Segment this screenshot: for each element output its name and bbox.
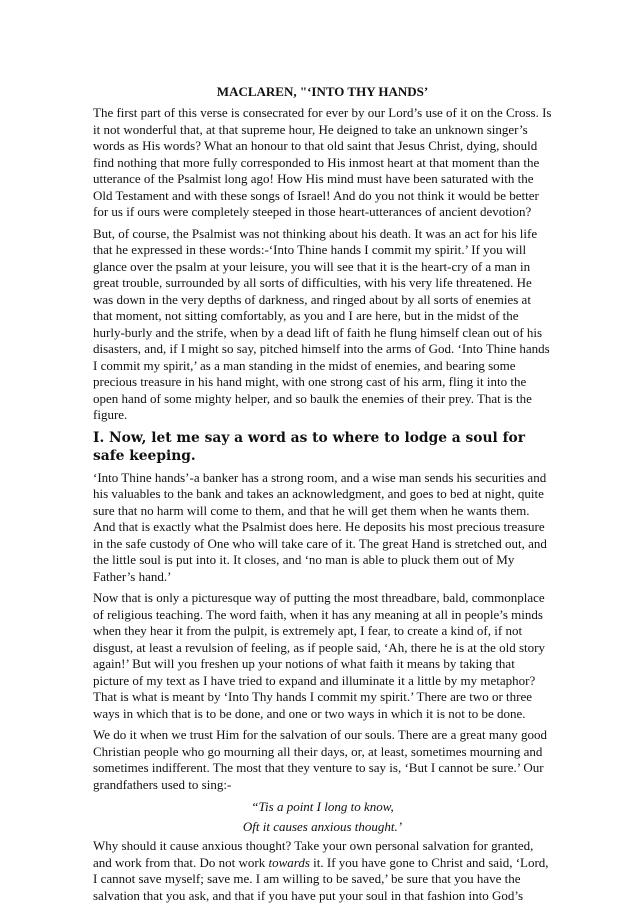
paragraph-intro: The first part of this verse is consecrated for ever by our Lord’s use of it on the Cross. Is it not wonderful that, at that supreme hour, He deigned to take an unknown singer’s words as His words? What an honour to that old saint that Jesus Christ, dying, should find nothing that more fully corresponded to His inmost heart at that moment than the utterance of the Psalmist long ago! How His mind must have been saturated with the Old Testament and with these songs of Israel! And do you not think it would be better for us if ours were completely steeped in those heart-utterances of ancient devotion? xyxy=(93,105,552,219)
verse-line-2: Oft it causes anxious thought.’ xyxy=(242,819,403,834)
final-text-before: Why should it cause anxious thought? Take your own personal salvation for granted, and work from that. Do not work xyxy=(93,838,534,870)
paragraph-faith: Now that is only a picturesque way of putting the most threadbare, bald, commonplace of religious teaching. The word faith, when it has any meaning at all in people’s minds when they hear it from the pulpit, is extremely apt, I fear, to create a kind of, if not disgust, at least a revulsion of feeling, as if people said, ‘Ah, there he is at the old story again!’ But will you freshen up your notions of what faith it means by taking that picture of my text as I have tried to expand and illuminate it a little by my metaphor? That is what is meant by ‘Into Thy hands I commit my spirit.’ There are two or three ways in which that is to be done, and one or two ways in which it is not to be done. xyxy=(93,590,545,721)
paragraph-final xyxy=(93,838,552,904)
paragraph-salvation: We do it when we trust Him for the salvation of our souls. There are a great many good Christian people who go mourning all their days, or, at least, sometimes mourning and sometimes indifferent. The most that they venture to say is, ‘But I cannot be sure.’ Our grandfathers used to sing:- xyxy=(93,727,547,792)
final-text-after: it. If you have gone to Christ and said, ‘Lord, I cannot save myself; save me. I am willing to be saved,’ be sure that you have the salvation that you ask, and that if you have put your soul in that fashion into God’s xyxy=(93,854,549,903)
paragraph-psalmist: But, of course, the Psalmist was not thinking about his death. It was an act for his life that he expressed in these words:-‘Into Thine hands I commit my spirit.’ If you will glance over the psalm at your leisure, you will see that it is the heart-cry of a man in great trouble, surrounded by all sorts of difficulties, with his very life threatened. He was down in the very depths of darkness, and ringed about by all sorts of enemies at that moment, not sitting comfortably, as you and I are here, but in the midst of the hurly-burly and the strife, when by a dead lift of faith he flung himself clean out of his disasters, and, if I might so say, pitched himself into the arms of God. ‘Into Thine hands I commit my spirit,’ as a man standing in the midst of enemies, and bearing some precious treasure in his hand might, with one strong cast of his arm, fling it into the open hand of some mighty helper, and so baulk the enemies of their prey. That is the figure. xyxy=(93,225,550,422)
page-title: MACLAREN, "‘INTO THY HANDS’ xyxy=(216,84,429,99)
section-heading: I. Now, let me say a word as to where to lodge a soul for safe keeping. xyxy=(93,429,525,464)
paragraph-banker: ‘Into Thine hands’-a banker has a strong room, and a wise man sends his securities and his valuables to the bank and takes an acknowledgment, and goes to bed at night, quite sure that no harm will come to them, and that he will get them when he wants them. And that is exactly what the Psalmist does here. He deposits his most precious treasure in the safe custody of One who will take care of it. The great Hand is stretched out, and the little soul is put into it. It closes, and ‘no man is able to pluck them out of My Father’s hand.’ xyxy=(93,469,547,584)
final-text-emphasis: towards xyxy=(268,854,310,870)
verse-line-1: “Tis a point I long to know, xyxy=(251,799,394,814)
